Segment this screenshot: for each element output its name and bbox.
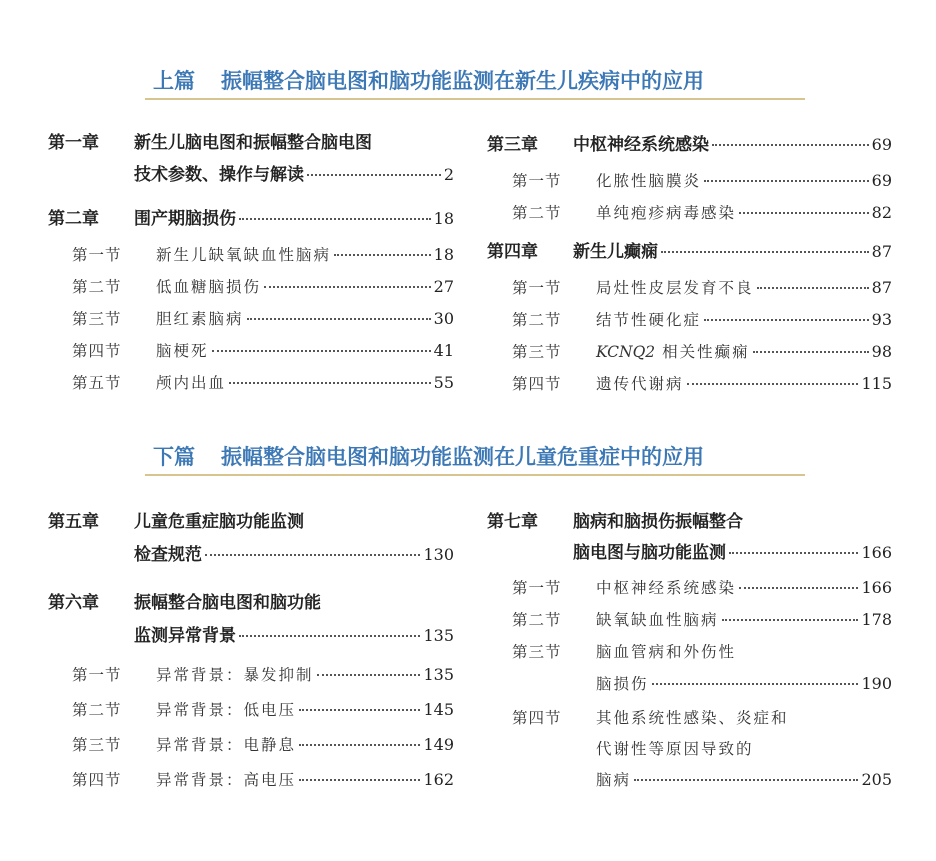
page-number: 166	[861, 578, 892, 597]
page-number: 98	[871, 342, 892, 361]
section-title: 遗传代谢病	[596, 375, 684, 393]
chapter-label: 第六章	[48, 593, 99, 613]
leader-dots	[757, 287, 869, 289]
leader-dots	[334, 254, 431, 256]
chapter-title-line1: 新生儿脑电图和振幅整合脑电图	[134, 133, 372, 153]
section-title: 新生儿缺氧缺血性脑病	[156, 246, 332, 264]
leader-dots	[739, 587, 858, 589]
chapter-title-line1: 振幅整合脑电图和脑功能	[134, 593, 321, 613]
section-label: 第四节	[72, 771, 122, 789]
chapter-title: 围产期脑损伤	[134, 209, 236, 229]
section-label: 第二节	[72, 701, 122, 719]
section-title: 中枢神经系统感染	[596, 579, 737, 597]
gene-name: KCNQ2	[596, 343, 656, 361]
upper-part-header	[145, 66, 805, 100]
leader-dots	[239, 218, 431, 220]
page-number: 162	[423, 770, 454, 789]
section-label: 第四节	[512, 375, 562, 393]
leader-dots	[229, 382, 431, 384]
leader-dots	[264, 286, 431, 288]
section-label: 第一节	[72, 666, 122, 684]
section-label: 第五节	[72, 374, 122, 392]
section-title-line1: 脑血管病和外伤性	[596, 643, 737, 661]
leader-dots	[317, 674, 421, 676]
section-title	[596, 340, 750, 362]
section-title: 化脓性脑膜炎	[596, 172, 702, 190]
section-title: 脑梗死	[156, 342, 209, 360]
page-number: 87	[871, 242, 892, 261]
chapter-label: 第一章	[48, 133, 99, 153]
page-number: 93	[871, 310, 892, 329]
leader-dots	[247, 318, 431, 320]
toc-chapter-3[interactable]	[487, 130, 892, 155]
chapter-title-line2: 脑电图与脑功能监测	[573, 543, 726, 563]
section-title-line2: 脑损伤	[596, 675, 649, 693]
chapter-title-line1: 脑病和脑损伤振幅整合	[573, 512, 743, 532]
section-title: 低血糖脑损伤	[156, 278, 262, 296]
page-number: 69	[871, 171, 892, 190]
page-number: 2	[443, 165, 454, 184]
leader-dots	[753, 351, 869, 353]
leader-dots	[307, 174, 441, 176]
toc-section-7-1[interactable]	[512, 576, 892, 598]
page-number: 30	[433, 309, 454, 328]
page-number: 27	[433, 277, 454, 296]
toc-section-4-3[interactable]	[512, 340, 892, 362]
section-label: 第二节	[512, 204, 562, 222]
toc-chapter-4[interactable]	[487, 237, 892, 262]
section-title: 异常背景：高电压	[156, 771, 297, 789]
chapter-title-line2: 技术参数、操作与解读	[134, 165, 304, 185]
chapter-label: 第二章	[48, 209, 99, 229]
toc-chapter-2[interactable]	[48, 204, 454, 229]
chapter-label: 第七章	[487, 512, 538, 532]
section-title: 颅内出血	[156, 374, 227, 392]
section-title: 局灶性皮层发育不良	[596, 279, 754, 297]
leader-dots	[704, 319, 869, 321]
toc-section-2-4[interactable]	[72, 339, 454, 361]
lower-part-header	[145, 442, 805, 476]
section-label: 第一节	[512, 172, 562, 190]
toc-section-2-1[interactable]	[72, 243, 454, 265]
leader-dots	[299, 709, 420, 711]
page-number: 82	[871, 203, 892, 222]
section-label: 第一节	[512, 579, 562, 597]
page-number: 41	[433, 341, 454, 360]
page-number: 18	[433, 245, 454, 264]
page-number: 55	[433, 373, 454, 392]
page-number: 18	[433, 209, 454, 228]
section-label: 第四节	[512, 709, 562, 727]
section-label: 第二节	[512, 311, 562, 329]
page-number: 190	[861, 674, 892, 693]
toc-section-4-1[interactable]	[512, 276, 892, 298]
toc-section-3-2[interactable]	[512, 201, 892, 223]
section-label: 第三节	[72, 736, 122, 754]
toc-section-6-4[interactable]	[72, 768, 454, 790]
toc-section-7-2[interactable]	[512, 608, 892, 630]
leader-dots	[712, 144, 869, 146]
page-number: 135	[423, 665, 454, 684]
toc-section-2-2[interactable]	[72, 275, 454, 297]
leader-dots	[739, 212, 869, 214]
upper-part-label: 上篇	[153, 69, 195, 93]
toc-section-6-3[interactable]	[72, 733, 454, 755]
chapter-title-line2: 监测异常背景	[134, 626, 236, 646]
lower-part-label: 下篇	[153, 445, 195, 469]
toc-section-6-2[interactable]	[72, 698, 454, 720]
section-label: 第二节	[512, 611, 562, 629]
leader-dots	[299, 779, 420, 781]
toc-section-2-3[interactable]	[72, 307, 454, 329]
chapter-title: 新生儿癫痫	[573, 242, 658, 262]
section-title-line3: 脑病	[596, 771, 632, 789]
toc-section-6-1[interactable]	[72, 663, 454, 685]
section-label: 第三节	[512, 343, 562, 361]
leader-dots	[239, 635, 420, 637]
leader-dots	[205, 554, 420, 556]
chapter-label: 第三章	[487, 135, 538, 155]
section-label: 第四节	[72, 342, 122, 360]
chapter-title-line2: 检查规范	[134, 545, 202, 565]
leader-dots	[729, 552, 858, 554]
lower-part-title: 振幅整合脑电图和脑功能监测在儿童危重症中的应用	[221, 445, 704, 469]
section-label: 第一节	[512, 279, 562, 297]
section-title-line1: 其他系统性感染、炎症和	[596, 709, 789, 727]
leader-dots	[722, 619, 859, 621]
section-title: 异常背景：电静息	[156, 736, 297, 754]
page-number: 145	[423, 700, 454, 719]
toc-section-4-4[interactable]	[512, 372, 892, 394]
section-label: 第三节	[512, 643, 562, 661]
toc-section-2-5[interactable]	[72, 371, 454, 393]
section-title: 异常背景：低电压	[156, 701, 297, 719]
page-number: 115	[861, 374, 892, 393]
page-number: 87	[871, 278, 892, 297]
leader-dots	[687, 383, 859, 385]
chapter-label: 第四章	[487, 242, 538, 262]
leader-dots	[652, 683, 859, 685]
section-title-rest: 相关性癫痫	[655, 343, 750, 361]
leader-dots	[661, 251, 869, 253]
section-title: 结节性硬化症	[596, 311, 702, 329]
section-label: 第三节	[72, 310, 122, 328]
page-number: 69	[871, 135, 892, 154]
leader-dots	[704, 180, 869, 182]
leader-dots	[212, 350, 431, 352]
section-title: 胆红素脑病	[156, 310, 244, 328]
leader-dots	[634, 779, 858, 781]
page-number: 135	[423, 626, 454, 645]
section-title: 异常背景：暴发抑制	[156, 666, 314, 684]
section-title-line2: 代谢性等原因导致的	[596, 740, 754, 758]
page-number: 205	[861, 770, 892, 789]
chapter-title: 中枢神经系统感染	[573, 135, 709, 155]
upper-part-title: 振幅整合脑电图和脑功能监测在新生儿疾病中的应用	[221, 69, 704, 93]
toc-section-3-1[interactable]	[512, 169, 892, 191]
page-number: 178	[861, 610, 892, 629]
page-number: 130	[423, 545, 454, 564]
page-number: 166	[861, 543, 892, 562]
page-number: 149	[423, 735, 454, 754]
section-label: 第二节	[72, 278, 122, 296]
toc-section-4-2[interactable]	[512, 308, 892, 330]
leader-dots	[299, 744, 420, 746]
section-title: 单纯疱疹病毒感染	[596, 204, 737, 222]
chapter-title-line1: 儿童危重症脑功能监测	[134, 512, 304, 532]
section-label: 第一节	[72, 246, 122, 264]
chapter-label: 第五章	[48, 512, 99, 532]
section-title: 缺氧缺血性脑病	[596, 611, 719, 629]
